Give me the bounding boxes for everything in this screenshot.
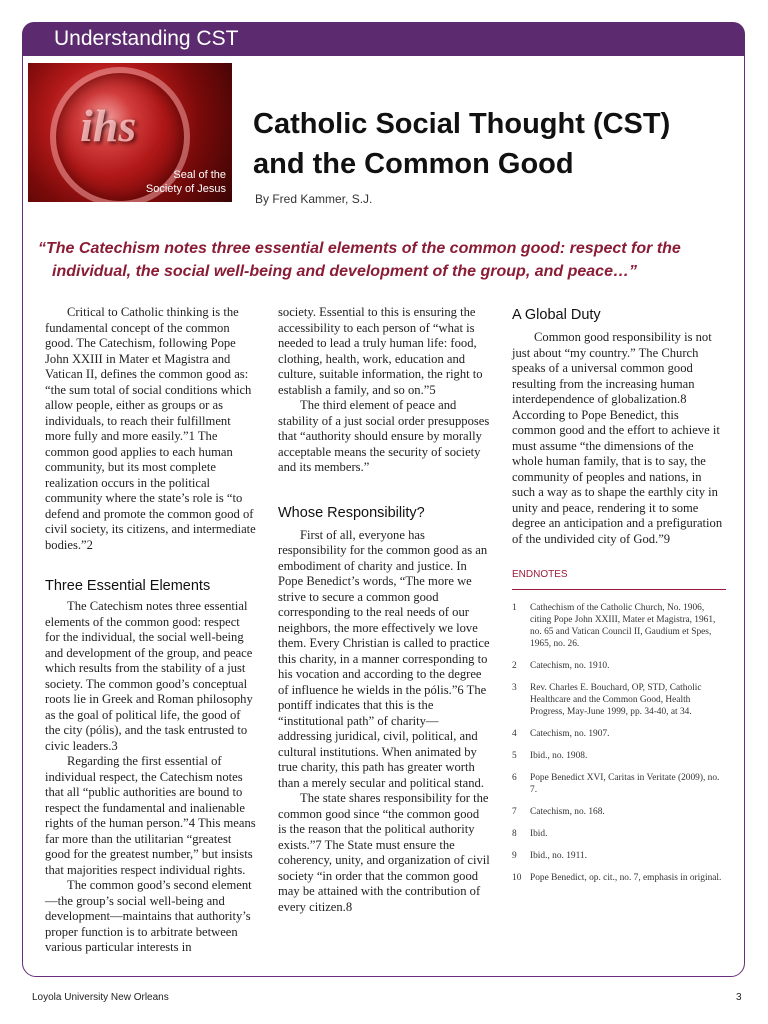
column-3 bbox=[512, 305, 726, 894]
paragraph: The Catechism notes three essential elements of the common good: respect for the individual, the social well-being and development of the group, and peace which results from the stability of a just society. The common good’s conceptual roots lie in Greek and Roman philosophy as the goal of political life, the good of the city (pólis), and the task entrusted to civic leaders.3 bbox=[45, 599, 253, 753]
paragraph: The common good’s second element—the group’s social well-being and development—maintains that authority’s proper function is to arbitrate between various particular interests in bbox=[45, 878, 252, 954]
column-2 bbox=[278, 305, 490, 915]
endnote-item: 5 Ibid., no. 1908. bbox=[512, 750, 588, 761]
heading-three-essential-elements: Three Essential Elements bbox=[45, 578, 211, 594]
footer-publisher: Loyola University New Orleans bbox=[32, 992, 169, 1003]
article-title: Catholic Social Thought (CST) and the Common Good bbox=[253, 108, 671, 180]
paragraph: society. Essential to this is ensuring the accessibility to each person of “what is needed to lead a truly human life: food, clothing, health, work, education and culture, suitable information, the right to establish a family, and so on.”5 bbox=[278, 305, 483, 397]
paragraph: The third element of peace and stability of a just social order presupposes that “authority should ensure by morally acceptable means the security of society and its members.” bbox=[278, 398, 490, 474]
column-1 bbox=[45, 305, 257, 956]
endnote-item: 2 Catechism, no. 1910. bbox=[512, 660, 610, 671]
endnote-item: 7 Catechism, no. 168. bbox=[512, 806, 605, 817]
endnote-item: 8 Ibid. bbox=[512, 828, 548, 839]
paragraph: Common good responsibility is not just about “my country.” The Church speaks of a universal common good resulting from the increasing human interdependence of globalization.8 According to Pope Benedict, this common good and the effort to achieve it must assume “the dimensions of the whole human family, that is to say, the community of peoples and nations, in such a way as to shape the earthly city in unity and peace, rendering it to some degree an anticipation and a prefiguration of the undivided city of God.”9 bbox=[512, 330, 723, 546]
paragraph: Regarding the first essential of individual respect, the Catechism notes that all “public authorities are bound to respect the fundamental and inalienable rights of the human person.”4 This means far more than the utilitarian “greatest good for the greatest number,” but insists that majorities respect individual rights. bbox=[45, 754, 256, 877]
paragraph: First of all, everyone has responsibility for the common good as an embodiment of charity and justice. In Pope Benedict’s words, “The more we strive to secure a common good corresponding to the real needs of our neighbors, the more effectively we love them. Every Christian is called to practice this charity, in a manner corresponding to his vocation and according to the degree of influence he wields in the pólis.”6 The pontiff indicates that this is the “institutional path” of charity—addressing juridical, civil, political, and cultural institutions. When animated by true charity, this path has greater worth than a merely secular and political stand. bbox=[278, 527, 490, 790]
paragraph: The state shares responsibility for the common good since “the common good is the reason that the political authority exists.”7 The State must ensure the coherency, unity, and organization of civil society “in order that the common good may be attained with the contribution of every citizen.8 bbox=[278, 791, 490, 914]
endnotes-title: ENDNOTES bbox=[512, 567, 726, 590]
seal-photo bbox=[28, 63, 232, 202]
endnote-item: 1 Cathechism of the Catholic Church, No. 1906, citing Pope John XXIII, Mater et Magistra, 1961, no. 65 and Vatican Council II, Gaudium et Spes, 1965, no. 26. bbox=[512, 602, 716, 649]
byline: By Fred Kammer, S.J. bbox=[255, 192, 373, 206]
section-title: Understanding CST bbox=[54, 27, 239, 50]
endnotes-list bbox=[512, 602, 726, 884]
endnote-item: 9 Ibid., no. 1911. bbox=[512, 850, 587, 861]
seal-monogram-icon: ihs bbox=[80, 100, 137, 151]
section-header-bar bbox=[22, 22, 745, 56]
paragraph: Critical to Catholic thinking is the fundamental concept of the common good. The Catechism, following Pope John XXIII in Mater et Magistra and Vatican II, defines the common good as: “the sum total of social conditions which allow people, either as groups or as individuals, to reach their fulfillment more fully and more easily.”1 The common good applies to each human community, but its most complete realization occurs in the political community where the state’s role is “to defend and promote the common good of civil society, its citizens, and intermediate bodies.”2 bbox=[45, 305, 256, 552]
endnote-item: 3 Rev. Charles E. Bouchard, OP, STD, Catholic Healthcare and the Common Good, Health Progress, May-June 1999, pp. 34-40, at 34. bbox=[512, 682, 702, 717]
endnote-item: 6 Pope Benedict XVI, Caritas in Veritate (2009), no. 7. bbox=[512, 772, 720, 795]
endnote-item: 4 Catechism, no. 1907. bbox=[512, 728, 610, 739]
endnote-item: 10 Pope Benedict, op. cit., no. 7, emphasis in original. bbox=[512, 872, 722, 883]
heading-a-global-duty: A Global Duty bbox=[512, 307, 601, 323]
seal-caption: Seal of the Society of Jesus bbox=[145, 169, 226, 195]
page-number: 3 bbox=[736, 992, 742, 1003]
heading-whose-responsibility: Whose Responsibility? bbox=[278, 504, 425, 521]
pull-quote: “The Catechism notes three essential elements of the common good: respect for the individual, the social well-being and development of the group, and peace…” bbox=[38, 240, 681, 280]
